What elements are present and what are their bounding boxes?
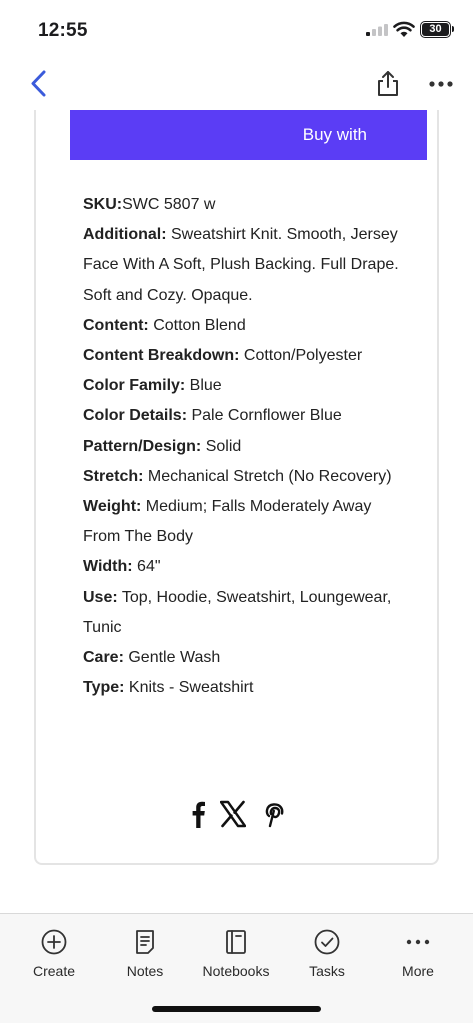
more-options-icon[interactable] <box>428 74 454 94</box>
spec-key: SKU: <box>83 196 123 213</box>
spec-use <box>83 583 413 643</box>
spec-care <box>83 643 413 673</box>
spec-value: 64" <box>132 558 161 576</box>
spec-pattern <box>83 432 413 462</box>
tab-notes[interactable] <box>100 928 190 979</box>
spec-type <box>83 673 413 703</box>
bottom-tab-bar <box>0 913 473 1023</box>
tab-label: Create <box>32 963 76 979</box>
spec-key: Stretch: <box>83 467 144 485</box>
spec-value: Cotton Blend <box>148 316 246 334</box>
tab-label: Notes <box>126 963 164 979</box>
spec-content <box>83 311 413 341</box>
spec-key: Width: <box>83 558 133 576</box>
notebook-icon <box>222 928 250 956</box>
x-icon[interactable] <box>220 800 246 828</box>
spec-key: Content: <box>83 316 149 334</box>
spec-key: Care: <box>83 649 124 667</box>
spec-key: Weight: <box>83 498 142 516</box>
tab-more[interactable] <box>373 928 463 979</box>
ellipsis-icon <box>404 928 432 956</box>
spec-key: Type: <box>83 679 125 697</box>
tab-label: Tasks <box>309 963 345 979</box>
nav-bar <box>0 60 473 110</box>
tab-label: Notebooks <box>202 963 270 979</box>
status-bar <box>0 0 473 60</box>
spec-weight <box>83 492 413 552</box>
cellular-signal-icon <box>366 24 388 36</box>
spec-key: Color Family: <box>83 377 186 395</box>
share-icon[interactable] <box>374 68 402 100</box>
spec-additional <box>83 220 413 311</box>
spec-value: Gentle Wash <box>123 649 221 667</box>
spec-color-family <box>83 371 413 401</box>
spec-value: Pale Cornflower Blue <box>187 407 342 425</box>
battery-tip <box>452 26 454 32</box>
spec-value: Medium; Falls Moderately Away From The Body <box>83 498 372 546</box>
tab-label: More <box>402 963 434 979</box>
spec-value: Blue <box>185 377 222 395</box>
note-icon <box>131 928 159 956</box>
spec-key: Additional: <box>83 226 167 244</box>
spec-value: Cotton/Polyester <box>239 347 363 365</box>
spec-value: Knits - Sweatshirt <box>124 679 254 697</box>
wifi-icon <box>393 20 415 38</box>
battery-icon <box>420 21 451 38</box>
social-share-links <box>186 800 290 830</box>
spec-value: Solid <box>201 437 242 455</box>
note-content <box>0 110 473 913</box>
tab-tasks[interactable] <box>282 928 372 979</box>
product-specs <box>83 190 413 703</box>
status-time: 12:55 <box>38 20 88 41</box>
spec-key: Pattern/Design: <box>83 437 202 455</box>
spec-stretch <box>83 462 413 492</box>
check-circle-icon <box>313 928 341 956</box>
spec-value: SWC 5807 w <box>122 196 216 213</box>
pinterest-icon[interactable] <box>262 800 284 828</box>
battery-level: 30 <box>422 23 449 36</box>
tab-notebooks[interactable] <box>191 928 281 979</box>
plus-circle-icon <box>40 928 68 956</box>
home-indicator <box>152 1006 321 1012</box>
spec-key: Use: <box>83 588 118 606</box>
spec-sku <box>83 190 413 220</box>
spec-value: Sweatshirt Knit. Smooth, Jersey Face With A Soft, Plush Backing. Full Drape. Soft and Cozy. Opaque. <box>83 226 399 304</box>
spec-key: Content Breakdown: <box>83 347 240 365</box>
buy-with-button[interactable]: Buy with <box>70 110 427 160</box>
spec-width <box>83 552 413 582</box>
tab-create[interactable] <box>9 928 99 979</box>
facebook-icon[interactable] <box>190 800 206 828</box>
spec-value: Mechanical Stretch (No Recovery) <box>143 467 392 485</box>
spec-key: Color Details: <box>83 407 188 425</box>
back-chevron-icon[interactable] <box>26 68 54 100</box>
spec-color-details <box>83 401 413 431</box>
spec-value: Top, Hoodie, Sweatshirt, Loungewear, Tunic <box>83 588 392 636</box>
spec-content-breakdown <box>83 341 413 371</box>
